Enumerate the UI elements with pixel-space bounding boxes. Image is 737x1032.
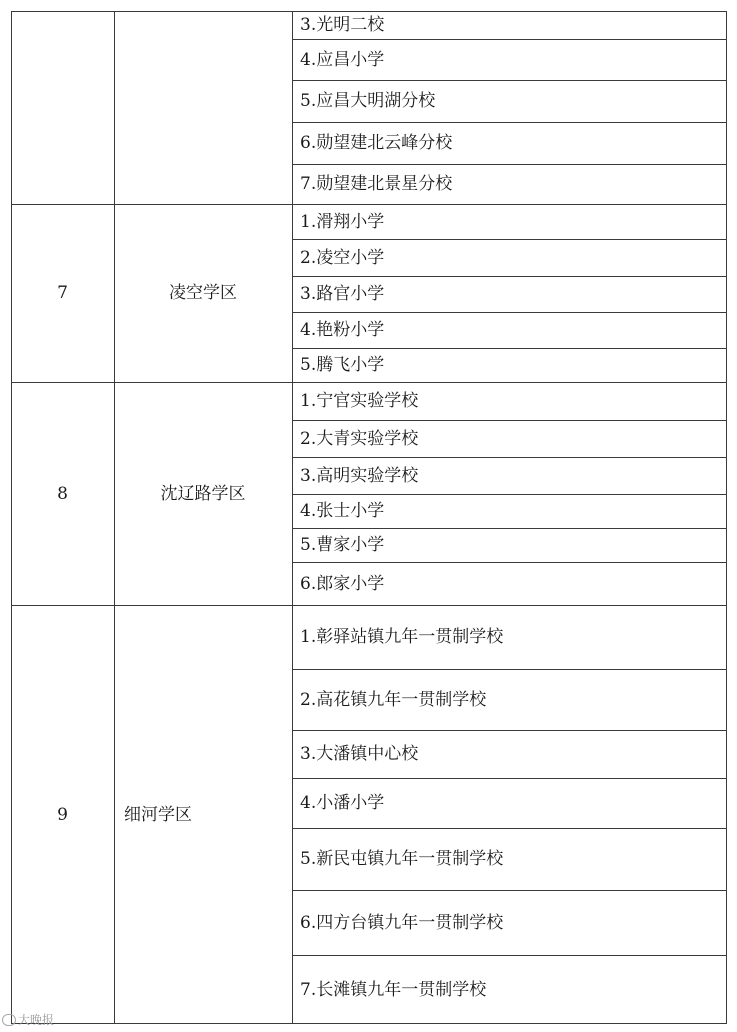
watermark-text: 大晚报 xyxy=(18,1013,55,1027)
group-border xyxy=(11,382,727,383)
school-name: 4.张士小学 xyxy=(300,501,385,521)
school-name: 1.滑翔小学 xyxy=(300,211,385,232)
school-name: 6.勋望建北云峰分校 xyxy=(300,133,453,153)
school-name: 5.曹家小学 xyxy=(300,535,385,555)
table-top-border xyxy=(11,11,727,12)
row-border xyxy=(292,669,727,670)
school-name: 2.大青实验学校 xyxy=(300,428,419,449)
row-number: 7 xyxy=(57,283,68,303)
row-border xyxy=(292,955,727,956)
school-name: 5.新民屯镇九年一贯制学校 xyxy=(300,849,504,869)
row-border xyxy=(292,730,727,731)
district-name xyxy=(114,11,292,204)
row-border xyxy=(292,890,727,891)
school-name: 1.宁官实验学校 xyxy=(300,391,419,411)
row-number xyxy=(11,11,114,204)
school-name: 3.大潘镇中心校 xyxy=(300,744,419,764)
group-border xyxy=(11,605,727,606)
row-border xyxy=(292,239,727,240)
column-border xyxy=(292,11,293,1024)
row-border xyxy=(292,420,727,421)
school-name: 7.长滩镇九年一贯制学校 xyxy=(300,979,487,1000)
school-name: 6.郎家小学 xyxy=(300,573,385,594)
row-border xyxy=(292,828,727,829)
row-border xyxy=(292,122,727,123)
row-border xyxy=(292,778,727,779)
school-name: 3.高明实验学校 xyxy=(300,465,419,486)
row-border xyxy=(292,348,727,349)
school-name: 5.应昌大明湖分校 xyxy=(300,91,436,111)
row-number: 9 xyxy=(57,804,68,825)
school-name: 7.勋望建北景星分校 xyxy=(300,174,453,194)
school-name: 2.凌空小学 xyxy=(300,247,385,268)
column-border xyxy=(726,11,727,1024)
school-name: 3.路官小学 xyxy=(300,284,385,304)
district-name: 沈辽路学区 xyxy=(160,483,246,504)
row-border xyxy=(292,494,727,495)
column-border xyxy=(11,11,12,1024)
school-name: 4.艳粉小学 xyxy=(300,320,385,340)
school-name: 4.小潘小学 xyxy=(300,793,385,813)
school-name: 2.高花镇九年一贯制学校 xyxy=(300,689,487,710)
school-name: 3.光明二校 xyxy=(300,15,385,35)
watermark xyxy=(2,1011,54,1028)
school-name: 1.彰驿站镇九年一贯制学校 xyxy=(300,627,504,647)
row-border xyxy=(292,276,727,277)
speech-bubble-icon xyxy=(2,1014,16,1026)
row-border xyxy=(292,80,727,81)
district-name: 凌空学区 xyxy=(169,283,237,303)
row-border xyxy=(292,457,727,458)
school-name: 5.腾飞小学 xyxy=(300,355,385,375)
row-border xyxy=(292,39,727,40)
district-name: 细河学区 xyxy=(124,804,192,825)
school-name: 6.四方台镇九年一贯制学校 xyxy=(300,912,504,933)
row-border xyxy=(292,164,727,165)
row-border xyxy=(292,528,727,529)
row-border xyxy=(292,312,727,313)
group-border xyxy=(11,204,727,205)
school-district-table xyxy=(11,11,727,1023)
row-number: 8 xyxy=(57,483,68,504)
column-border xyxy=(114,11,115,1024)
school-name: 4.应昌小学 xyxy=(300,49,385,70)
row-border xyxy=(292,562,727,563)
group-border xyxy=(11,1023,727,1024)
